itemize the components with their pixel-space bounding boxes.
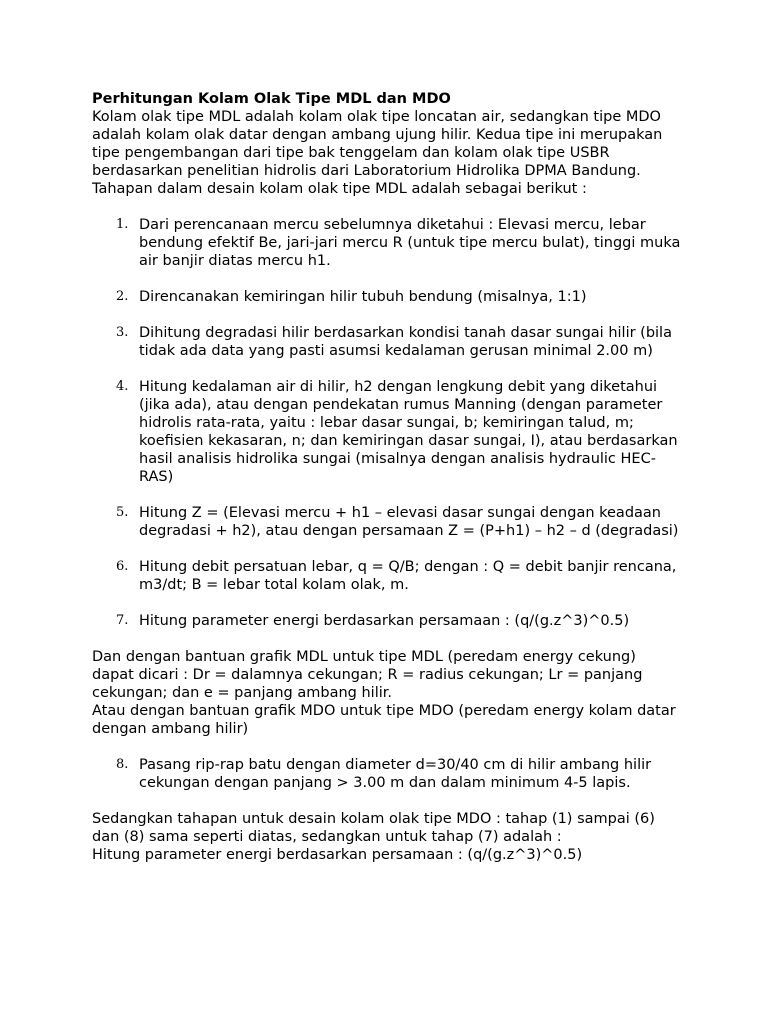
step-text: Pasang rip-rap batu dengan diameter d=30/40 cm di hilir ambang hilir cekungan dengan panjang > 3.00 m dan dalam minimum 4-5 lapis. (139, 757, 652, 791)
step-text: Hitung debit persatuan lebar, q = Q/B; dengan : Q = debit banjir rencana, m3/dt; B = lebar total kolam olak, m. (139, 559, 677, 593)
step-text: Hitung Z = (Elevasi mercu + h1 – elevasi dasar sungai dengan keadaan degradasi + h2), atau dengan persamaan Z = (P+h1) – h2 – d (degradasi) (139, 505, 679, 539)
step-number: 4. (116, 379, 129, 394)
step8-list (92, 756, 682, 792)
step-item (92, 216, 682, 270)
step-number: 5. (116, 505, 129, 520)
step-text: Hitung kedalaman air di hilir, h2 dengan lengkung debit yang diketahui (jika ada), atau dengan pendekatan rumus Manning (dengan parameter hidrolis rata-rata, yaitu : lebar dasar sungai, b; kemiringan talud, m; koefisien kekasaran, n; dan kemiringan dasar sungai, I), atau berdasarkan hasil analisis hidrolika sungai (misalnya dengan analisis hydraulic HEC-RAS) (139, 379, 678, 485)
step-number: 1. (116, 217, 129, 232)
stages-intro: Tahapan dalam desain kolam olak tipe MDL adalah sebagai berikut : (92, 181, 587, 197)
mdl-paragraph: Dan dengan bantuan grafik MDL untuk tipe MDL (peredam energy cekung) dapat dicari : Dr = dalamnya cekungan; R = radius cekungan; Lr = panjang cekungan; dan e = panjang ambang hilir. (92, 649, 643, 701)
step-item (92, 504, 682, 540)
steps-list (92, 216, 682, 630)
step-item (92, 612, 682, 630)
step-number: 2. (116, 289, 129, 304)
step-item (92, 288, 682, 306)
step-text: Dari perencanaan mercu sebelumnya diketahui : Elevasi mercu, lebar bendung efektif Be, jari-jari mercu R (untuk tipe mercu bulat), tinggi muka air banjir diatas mercu h1. (139, 217, 681, 269)
step-number: 7. (116, 613, 129, 628)
step-number: 8. (116, 757, 129, 772)
intro-paragraph: Kolam olak tipe MDL adalah kolam olak tipe loncatan air, sedangkan tipe MDO adalah kolam olak datar dengan ambang ujung hilir. Kedua tipe ini merupakan tipe pengembangan dari tipe bak tenggelam dan kolam olak tipe USBR berdasarkan penelitian hidrolis dari Laboratorium Hidrolika DPMA Bandung. (92, 109, 663, 179)
closing-formula: Hitung parameter energi berdasarkan persamaan : (q/(g.z^3)^0.5) (92, 847, 583, 863)
mdo-paragraph: Atau dengan bantuan grafik MDO untuk tipe MDO (peredam energy kolam datar dengan ambang hilir) (92, 703, 676, 737)
step-item (92, 558, 682, 594)
step-text: Hitung parameter energi berdasarkan persamaan : (q/(g.z^3)^0.5) (139, 613, 630, 629)
document-body (92, 90, 682, 864)
closing-paragraph: Sedangkan tahapan untuk desain kolam olak tipe MDO : tahap (1) sampai (6) dan (8) sama seperti diatas, sedangkan untuk tahap (7) adalah : (92, 811, 655, 845)
step-item (92, 756, 682, 792)
step-number: 3. (116, 325, 129, 340)
step-number: 6. (116, 559, 129, 574)
step-text: Dihitung degradasi hilir berdasarkan kondisi tanah dasar sungai hilir (bila tidak ada data yang pasti asumsi kedalaman gerusan minimal 2.00 m) (139, 325, 672, 359)
step-text: Direncanakan kemiringan hilir tubuh bendung (misalnya, 1:1) (139, 289, 587, 305)
step-item (92, 324, 682, 360)
document-title: Perhitungan Kolam Olak Tipe MDL dan MDO (92, 91, 451, 107)
step-item (92, 378, 682, 486)
